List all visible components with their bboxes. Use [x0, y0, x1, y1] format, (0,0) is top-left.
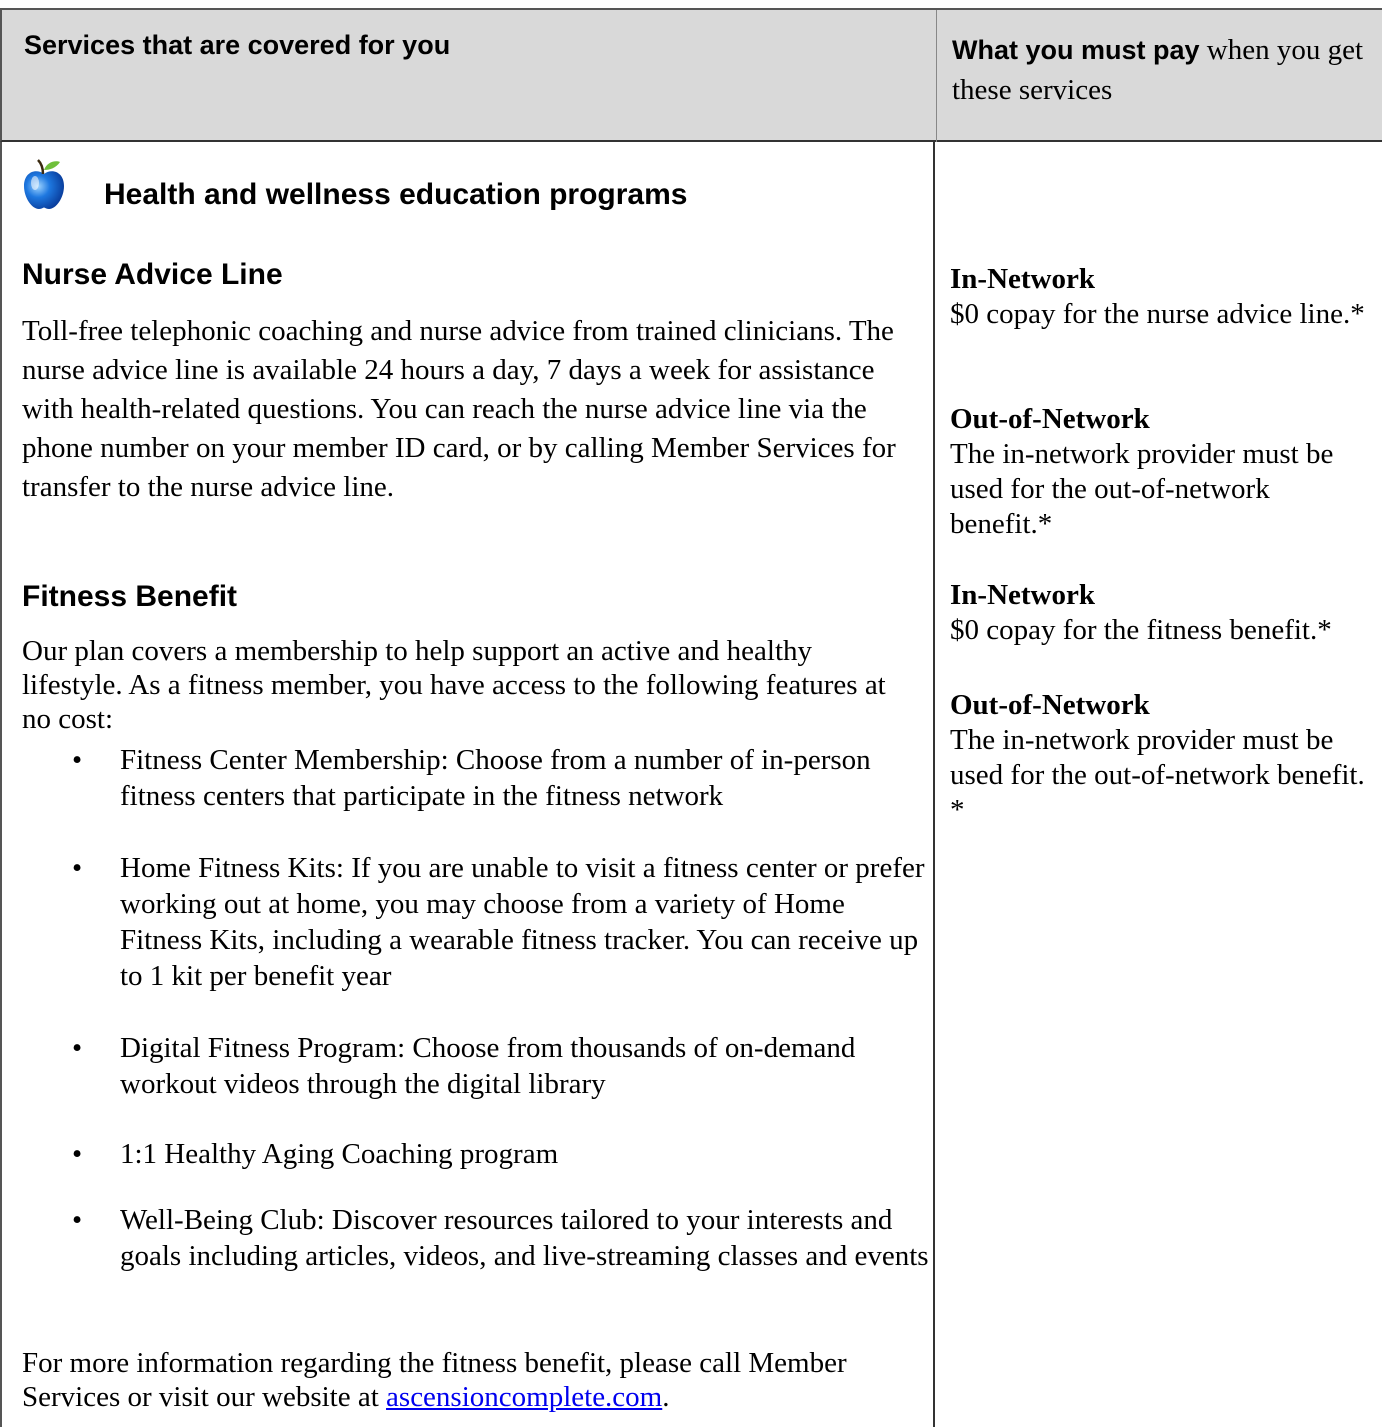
bullet-mark: • — [72, 1138, 83, 1170]
nurse-in-network — [950, 262, 1375, 332]
table-left-border — [0, 142, 2, 1427]
bullet-text: 1:1 Healthy Aging Coaching program — [120, 1138, 559, 1170]
table-header — [0, 8, 1382, 142]
section-title: Health and wellness education programs — [104, 178, 688, 211]
bullet-mark: • — [72, 1204, 83, 1236]
fitness-in-network-text: $0 copay for the fitness benefit.* — [950, 614, 1332, 646]
bullet-text: Digital Fitness Program: Choose from thousands of on-demand workout videos through the digital library — [120, 1032, 856, 1100]
apple-icon — [22, 158, 66, 210]
bullet-text: Well-Being Club: Discover resources tailored to your interests and goals including articles, videos, and live-streaming classes and events — [120, 1204, 929, 1272]
nurse-in-network-text: $0 copay for the nurse advice line.* — [950, 298, 1365, 330]
fitness-out-network-text: The in-network provider must be used for the out-of-network benefit. * — [950, 724, 1365, 826]
website-link[interactable]: ascensioncomplete.com — [386, 1381, 663, 1413]
header-payment-bold: What you must pay — [952, 35, 1200, 65]
fitness-footer — [22, 1346, 922, 1414]
nurse-heading: Nurse Advice Line — [22, 258, 283, 291]
fitness-in-network-label: In-Network — [950, 579, 1095, 611]
fitness-in-network — [950, 578, 1375, 648]
nurse-out-network-text: The in-network provider must be used for the out-of-network benefit.* — [950, 438, 1334, 540]
nurse-out-network — [950, 402, 1375, 542]
fitness-out-network — [950, 688, 1375, 828]
fitness-heading: Fitness Benefit — [22, 580, 238, 613]
header-payment — [952, 30, 1372, 110]
header-services: Services that are covered for you — [24, 30, 451, 60]
fitness-intro: Our plan covers a membership to help support an active and healthy lifestyle. As a fitness member, you have access to the following features at no cost: — [22, 635, 886, 735]
fitness-out-network-label: Out-of-Network — [950, 689, 1150, 721]
bullet-text: Home Fitness Kits: If you are unable to visit a fitness center or prefer working out at home, you may choose from a variety of Home Fitness Kits, including a wearable fitness tracker. You can receive up to 1 kit per benefit year — [120, 852, 925, 992]
nurse-in-network-label: In-Network — [950, 263, 1095, 295]
bullet-mark: • — [72, 852, 83, 884]
footer-text: For more information regarding the fitness benefit, please call Member Services or visit our website at — [22, 1347, 847, 1413]
bullet-mark: • — [72, 744, 83, 776]
nurse-out-network-label: Out-of-Network — [950, 403, 1150, 435]
header-divider — [936, 10, 937, 142]
bullet-text: Fitness Center Membership: Choose from a number of in-person fitness centers that participate in the fitness network — [120, 744, 871, 812]
footer-end: . — [662, 1381, 670, 1413]
nurse-description: Toll-free telephonic coaching and nurse advice from trained clinicians. The nurse advice line is available 24 hours a day, 7 days a week for assistance with health-related questions. You can reach the nurse advice line via the phone number on your member ID card, or by calling Member Services for transfer to the nurse advice line. — [22, 315, 896, 503]
column-divider — [933, 142, 935, 1427]
header-payment-rest: when you get these services — [952, 34, 1364, 106]
bullet-mark: • — [72, 1032, 83, 1064]
